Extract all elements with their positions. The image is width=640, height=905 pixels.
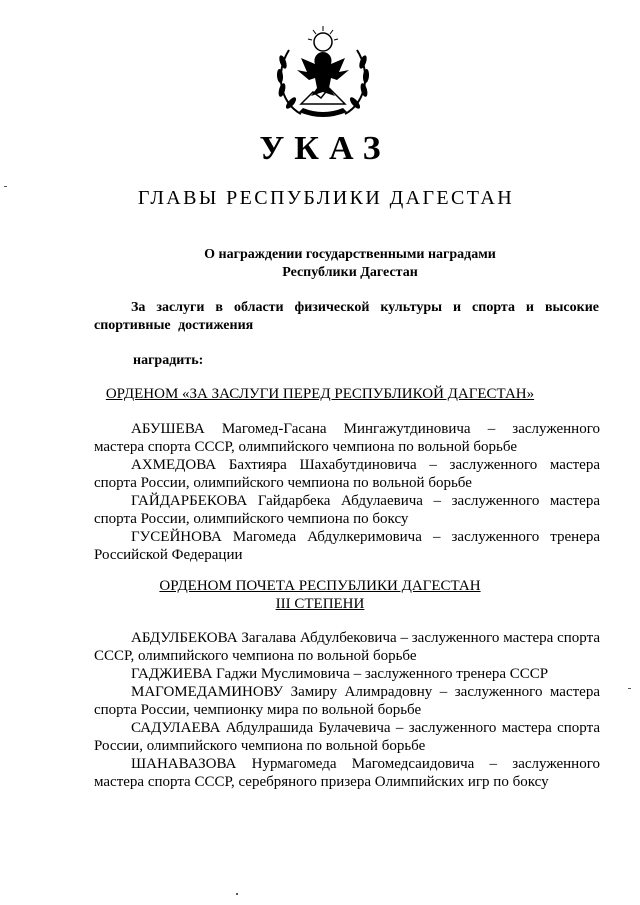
award-heading-order-of-honor [0,577,640,613]
award-heading-degree: III СТЕПЕНИ [275,596,365,612]
coat-of-arms-icon [271,22,375,122]
recipient-entry: ШАНАВАЗОВА Нурмагомеда Магомедсаидовича – заслуженного мастера спорта СССР, серебряного призера Олимпийских игр по боксу [94,756,600,790]
scan-artifact [628,688,631,689]
award-recipients-list [94,629,600,791]
recipient-entry: АБУШЕВА Магомед-Гасана Мингажутдиновича – заслуженного мастера спорта СССР, олимпийского чемпиона по вольной борьбе [94,421,600,455]
recipient-entry: ГУСЕЙНОВА Магомеда Абдулкеримовича – заслуженного тренера Российской Федерации [94,529,600,563]
award-heading-text: ОРДЕНОМ «ЗА ЗАСЛУГИ ПЕРЕД РЕСПУБЛИКОЙ ДАГЕСТАН» [105,386,535,402]
decree-topic-line: Республики Дагестан [282,265,418,280]
award-heading-text: ОРДЕНОМ ПОЧЕТА РЕСПУБЛИКИ ДАГЕСТАН [159,578,481,594]
decree-topic-line: О награждении государственными наградами [204,247,496,262]
recipient-entry: ГАЙДАРБЕКОВА Гайдарбека Абдулаевича – заслуженного мастера спорта России, олимпийского чемпиона по боксу [94,493,600,527]
recipient-entry: ГАДЖИЕВА Гаджи Муслимовича – заслуженного тренера СССР [131,666,549,682]
recipient-entry: САДУЛАЕВА Абдулрашида Булачевича – заслуженного мастера спорта России, олимпийского чемпиона по вольной борьбе [94,720,600,754]
decree-topic [160,246,540,282]
recipient-entry: МАГОМЕДАМИНОВУ Замиру Алимрадовну – заслуженного мастера спорта России, чемпионку мира по вольной борьбе [94,684,600,718]
recipient-entry: АХМЕДОВА Бахтияра Шахабутдиновича – заслуженного мастера спорта России, олимпийского чемпиона по вольной борьбе [94,457,600,491]
decree-preamble: За заслуги в области физической культуры и спорта и высокие спортивные достижения [94,300,599,333]
decision-word: наградить: [133,353,204,368]
award-recipients-list [94,420,600,564]
scan-artifact [236,893,238,895]
scan-artifact [4,186,7,187]
award-heading-order-of-merit [0,385,640,403]
recipient-entry: АБДУЛБЕКОВА Загалава Абдулбековича – заслуженного мастера спорта СССР, олимпийского чемпиона по вольной борьбе [94,630,600,664]
document-issuer: ГЛАВЫ РЕСПУБЛИКИ ДАГЕСТАН [137,187,515,209]
document-title: УКАЗ [259,130,391,167]
